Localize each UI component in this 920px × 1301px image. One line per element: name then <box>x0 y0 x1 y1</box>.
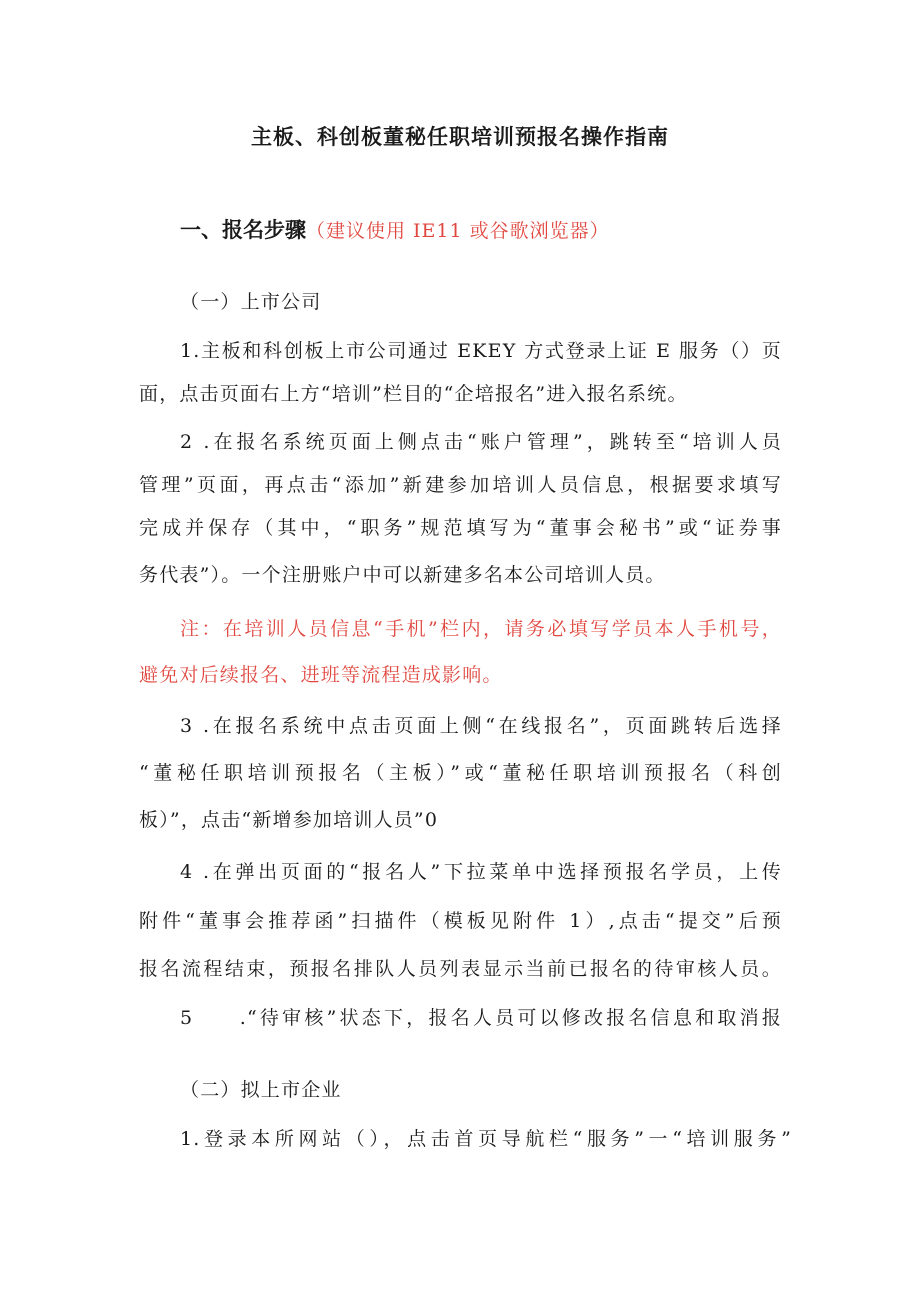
paragraph-line: 面，点击页面右上方“培训”栏目的“企培报名”进入报名系统。 <box>139 383 688 405</box>
paragraph-line: 1.登录本所网站（），点击首页导航栏“服务”一“培训服务” <box>180 1128 792 1150</box>
paragraph-line: 完成并保存（其中，“职务”规范填写为“董事会秘书”或“证券事 <box>139 517 782 539</box>
browser-recommendation-note: （建议使用 IE11 或谷歌浏览器） <box>306 220 610 242</box>
paragraph-line: “董秘任职培训预报名（主板）”或“董秘任职培训预报名（科创 <box>139 762 782 784</box>
important-note-line: 注：在培训人员信息“手机”栏内，请务必填写学员本人手机号， <box>180 618 782 640</box>
paragraph-line: 务代表”）。一个注册账户中可以新建多名本公司培训人员。 <box>139 564 666 586</box>
document-title: 主板、科创板董秘任职培训预报名操作指南 <box>251 125 669 149</box>
section-heading-registration-steps <box>180 214 610 244</box>
section-heading-text: 一、报名步骤 <box>180 218 306 242</box>
paragraph-line: 附件“董事会推荐函”扫描件（模板见附件 1）,点击“提交”后预 <box>139 910 782 932</box>
important-note-line: 避免对后续报名、进班等流程造成影响。 <box>139 664 503 686</box>
subsection-heading-pre-ipo-companies: （二）拟上市企业 <box>180 1079 342 1101</box>
paragraph-line: 1.主板和科创板上市公司通过 EKEY 方式登录上证 E 服务（）页 <box>180 340 782 362</box>
subsection-heading-listed-companies: （一）上市公司 <box>180 291 322 313</box>
paragraph-line: 管理”页面，再点击“添加”新建参加培训人员信息，根据要求填写 <box>139 474 782 496</box>
paragraph-line: 2 .在报名系统页面上侧点击“账户管理”，跳转至“培训人员 <box>180 431 782 453</box>
paragraph-line: 板）”，点击“新增参加培训人员”0 <box>139 809 439 831</box>
paragraph-line: 4 .在弹出页面的“报名人”下拉菜单中选择预报名学员，上传 <box>180 861 782 883</box>
paragraph-line: 5 .“待审核”状态下，报名人员可以修改报名信息和取消报 <box>180 1007 782 1029</box>
paragraph-line: 报名流程结束，预报名排队人员列表显示当前已报名的待审核人员。 <box>139 958 782 980</box>
paragraph-line: 3 .在报名系统中点击页面上侧“在线报名”，页面跳转后选择 <box>180 715 782 737</box>
